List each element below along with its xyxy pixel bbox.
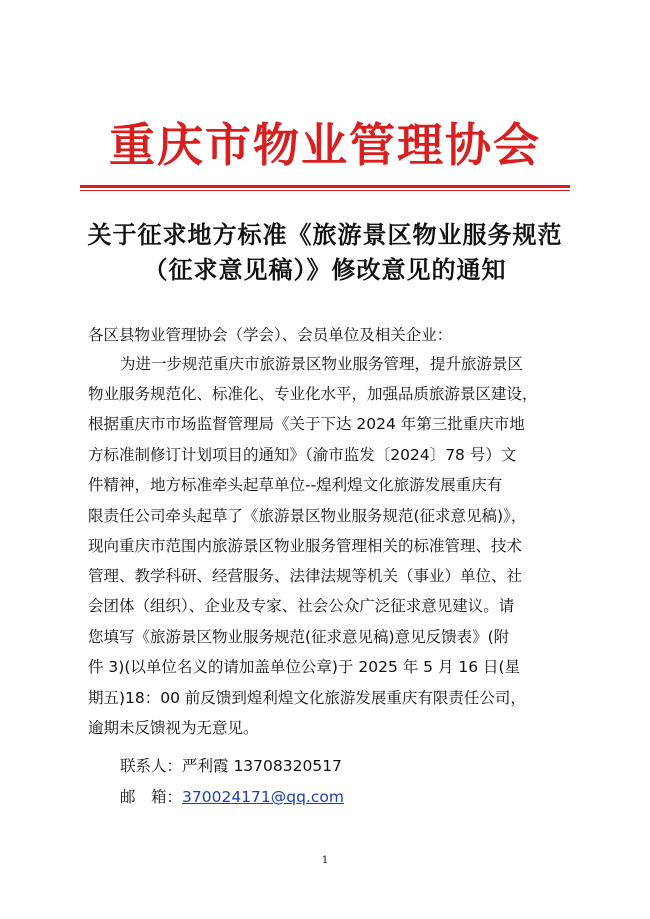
paragraph-line: 件精神，地方标准牵头起草单位--煌利煌文化旅游发展重庆有: [88, 476, 503, 494]
notice-title-line-1: 关于征求地方标准《旅游景区物业服务规范: [87, 220, 563, 249]
paragraph-line: 期五)18：00 前反馈到煌利煌文化旅游发展重庆有限责任公司，: [88, 689, 526, 707]
contact-person: [120, 757, 342, 776]
paragraph-line: 件 3)(以单位名义的请加盖单位公章)于 2025 年 5 月 16 日(星: [88, 658, 521, 676]
paragraph-line: 为进一步规范重庆市旅游景区物业服务管理，提升旅游景区: [120, 355, 524, 373]
contact-person-value: 严利霞 13708320517: [182, 757, 342, 775]
notice-title-line-2: （征求意见稿）》修改意见的通知: [143, 255, 507, 284]
header-divider-thin: [80, 190, 570, 191]
paragraph-line: 方标准制修订计划项目的通知》（渝市监发〔2024〕78 号）文: [88, 446, 517, 464]
header-divider-thick: [80, 185, 570, 188]
contact-person-label: 联系人：: [120, 757, 183, 775]
paragraph-line: 现向重庆市范围内旅游景区物业服务管理相关的标准管理、技术: [88, 537, 523, 555]
paragraph-line: 逾期未反馈视为无意见。: [88, 719, 259, 737]
email-link[interactable]: 370024171@qq.com: [182, 788, 344, 806]
paragraph-line: 会团体（组织）、企业及专家、社会公众广泛征求意见建议。请: [88, 597, 515, 615]
page-number: 1: [321, 855, 329, 866]
paragraph-line: 管理、教学科研、经营服务、法律法规等机关（事业）单位、社: [88, 567, 523, 585]
paragraph-line: 您填写《旅游景区物业服务规范(征求意见稿)意见反馈表》(附: [88, 628, 510, 646]
paragraph-line: 限责任公司牵头起草了《旅游景区物业服务规范(征求意见稿)》，: [88, 507, 527, 525]
organization-header: 重庆市物业管理协会: [109, 118, 541, 172]
paragraph-line: 根据重庆市市场监督管理局《关于下达 2024 年第三批重庆市地: [88, 415, 525, 433]
paragraph-line: 物业服务规范化、标准化、专业化水平，加强品质旅游景区建设，: [88, 385, 538, 403]
contact-email-label: 邮 箱：: [120, 788, 183, 806]
contact-email: [120, 788, 344, 807]
salutation: 各区县物业管理协会（学会）、会员单位及相关企业：: [88, 326, 453, 344]
